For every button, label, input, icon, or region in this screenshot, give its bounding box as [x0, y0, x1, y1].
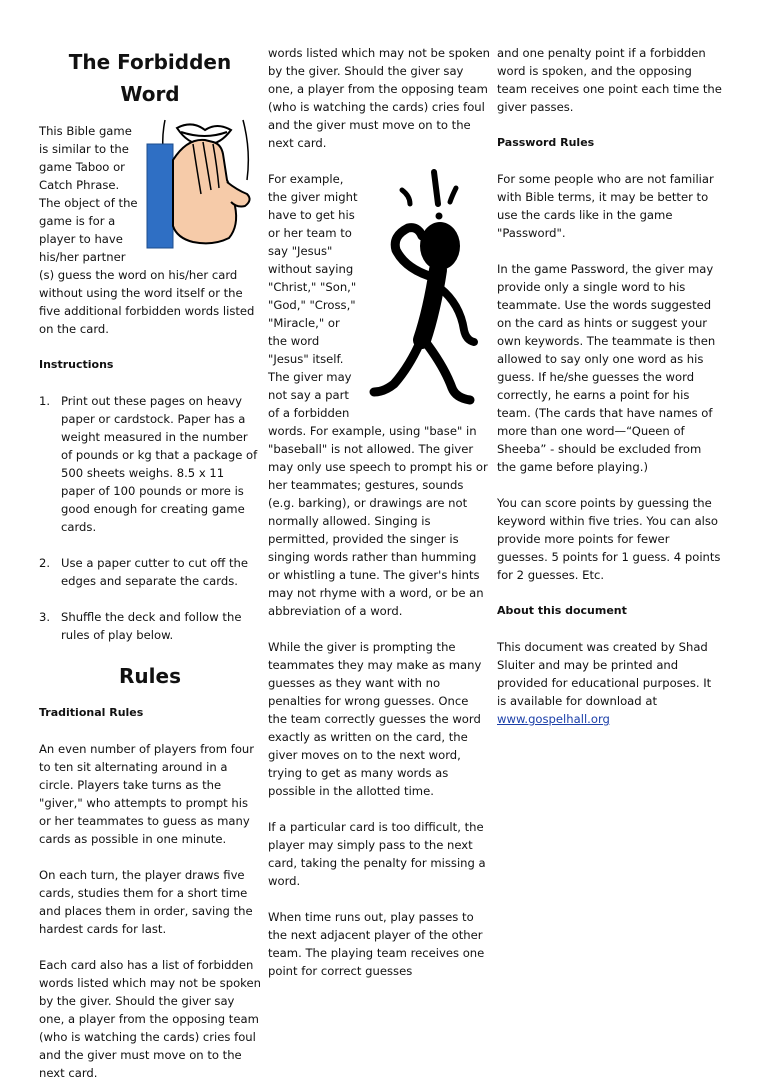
traditional-paragraph-4 [268, 170, 490, 620]
gospelhall-link[interactable]: www.gospelhall.org [497, 712, 610, 726]
traditional-paragraph-6: If a particular card is too difficult, the player may simply pass to the next card, taking the penalty for missing a word. [268, 820, 486, 888]
traditional-paragraph-3-continued: words listed which may not be spoken by the giver. Should the giver say one, a player from the opposing team (who is watching the cards) cries foul and the giver must move on to the next card. [268, 46, 490, 150]
list-number: 3. [39, 610, 51, 624]
list-item [39, 392, 261, 536]
list-text: Use a paper cutter to cut off the edges and separate the cards. [61, 556, 249, 588]
list-number: 1. [39, 394, 51, 408]
about-text: This document was created by Shad Sluiter and may be printed and provided for educational purposes. It is available for download at [497, 640, 712, 708]
hand-over-mouth-illustration [147, 120, 265, 248]
document-title: The Forbidden Word [68, 50, 232, 106]
instructions-list [39, 392, 261, 644]
password-rules-heading: Password Rules [497, 136, 595, 149]
column-3 [497, 44, 723, 746]
password-paragraph-2: In the game Password, the giver may provide only a single word to his teammate. Use the words suggested on the card as hints or suggest your own keywords. The teammate is then allowed to say only one word as his guess. If he/she guesses the word correctly, he earns a point for his team. (The cards that have names of more than one word—“Queen of Sheeba” - should be excluded from the game before playing.) [497, 262, 716, 474]
list-text: Shuffle the deck and follow the rules of play below. [61, 610, 242, 642]
list-number: 2. [39, 556, 51, 570]
traditional-paragraph-7: When time runs out, play passes to the next adjacent player of the other team. The playing team receives one point for correct guesses [268, 910, 485, 978]
traditional-paragraph-7-continued: and one penalty point if a forbidden word is spoken, and the opposing team receives one point each time the giver passes. [497, 46, 722, 114]
list-item [39, 608, 261, 644]
traditional-paragraph-4-text: For example, the giver might have to get his or her team to say "Jesus" without saying "Christ," "Son," "God," "Cross," "Miracle," or the word "Jesus" itself. The giver may not say a part of a forbidden words. For example, using "base" in "baseball" is not allowed. The giver may only use speech to prompt his or her teammates; gestures, sounds (e.g. barking), or drawings are not normally allowed. Singing is permitted, provided the singer is singing words rather than humming or whistling a tune. The giver's hints may not rhyme with a word, or be an abbreviation of a word. [268, 172, 488, 618]
about-paragraph [497, 638, 723, 728]
list-item [39, 554, 261, 590]
traditional-paragraph-2: On each turn, the player draws five cards, studies them for a short time and places them in order, saving the hardest cards for last. [39, 868, 253, 936]
traditional-paragraph-3: Each card also has a list of forbidden words listed which may not be spoken by the giver. Should the giver say one, a player from the opposing team (who is watching the cards) cries foul and the giver must move on to the next card. [39, 958, 261, 1080]
password-paragraph-3: You can score points by guessing the keyword within five tries. You can also provide more points for fewer guesses. 5 points for 1 guess. 4 points for 2 guesses. Etc. [497, 496, 721, 582]
traditional-rules-heading: Traditional Rules [39, 706, 144, 719]
intro-paragraph: This Bible game is similar to the game Taboo or Catch Phrase. The object of the game is for a player to have his/her partner (s) guess the word on his/her card without using the word itself or the five additional forbidden words listed on the card. [39, 124, 255, 336]
column-1 [39, 42, 261, 1080]
column-2 [268, 44, 490, 980]
traditional-paragraph-5: While the giver is prompting the teammates they may make as many guesses as they want with no penalties for wrong guesses. Once the team correctly guesses the word exactly as written on the card, the giver moves on to the next word, trying to get as many words as possible in the allotted time. [268, 640, 482, 798]
list-text: Print out these pages on heavy paper or cardstock. Paper has a weight measured in the number of pounds or kg that a package of 500 sheets weighs. 8.5 x 11 paper of 100 pounds or more is good enough for creating game cards. [61, 394, 258, 534]
about-heading: About this document [497, 604, 627, 617]
confused-stick-figure-illustration [366, 170, 494, 408]
password-paragraph-1: For some people who are not familiar with Bible terms, it may be better to use the cards like in the game "Password". [497, 172, 714, 240]
instructions-heading: Instructions [39, 358, 114, 371]
traditional-paragraph-1: An even number of players from four to ten sit alternating around in a circle. Players take turns as the "giver," who attempts to prompt his or her teammates to guess as many cards as possible in one minute. [39, 742, 255, 846]
rules-title: Rules [119, 664, 181, 688]
